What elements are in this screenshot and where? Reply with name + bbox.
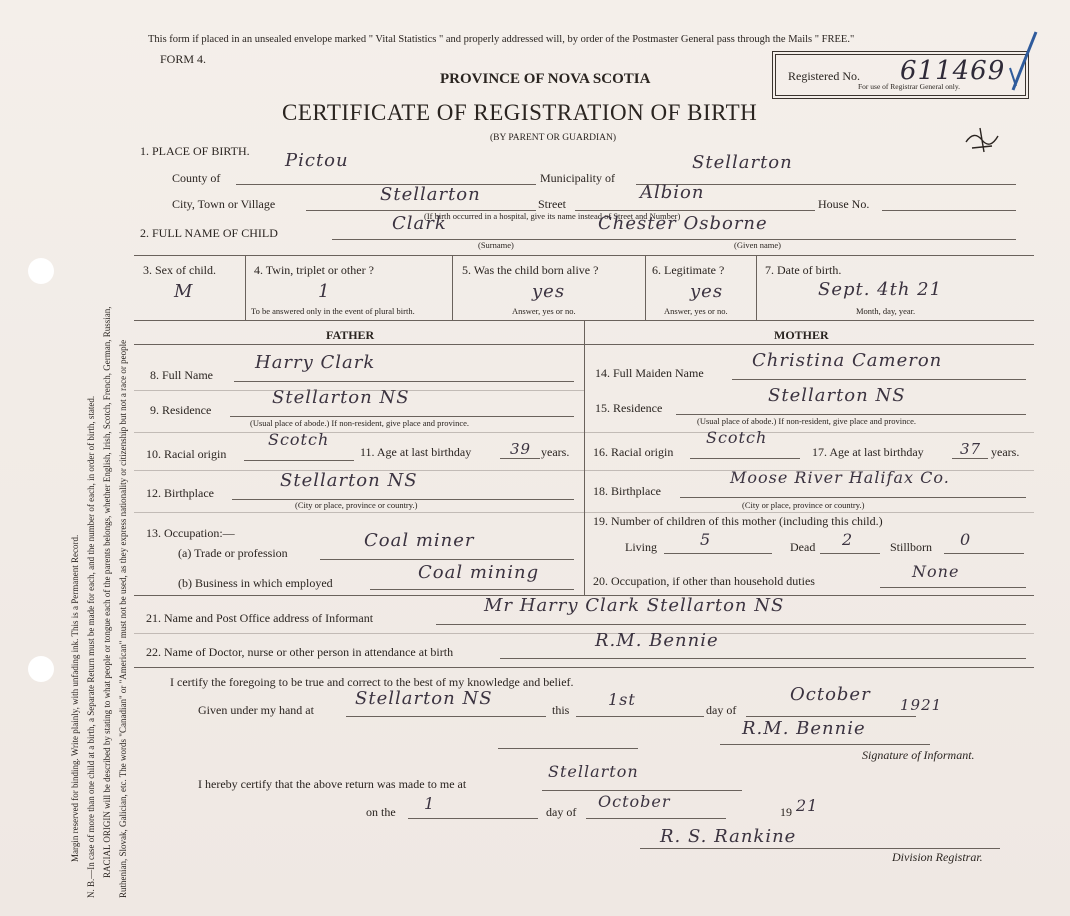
dead-label: Dead [790,540,816,554]
given-name-note: (Given name) [734,240,781,250]
twin-note: To be answered only in the event of plural birth. [251,306,415,316]
hospital-note: (If birth occurred in a hospital, give its name instead of Street and Number) [424,211,681,221]
street-value: Albion [640,182,705,203]
mother-birthplace-label: 18. Birthplace [593,484,661,498]
father-name-value: Harry Clark [255,352,376,373]
mother-racial-label: 16. Racial origin [593,445,674,459]
dead-value: 2 [842,530,854,549]
mother-age-label: 17. Age at last birthday [812,445,924,459]
mother-residence-value: Stellarton NS [768,385,906,406]
doctor-label: 22. Name of Doctor, nurse or other person in attendance at birth [146,645,454,659]
father-birthplace-value: Stellarton NS [280,470,418,491]
stillborn-value: 0 [960,530,972,549]
certify-statement: I certify the foregoing to be true and correct to the best of my knowledge and belief. [170,675,574,689]
month-value: October [790,684,871,705]
father-name-label: 8. Full Name [150,368,213,382]
margin-note: N. B.—In case of more than one child at a birth, a Separate Return must be made for each, and the number of each, in order of birth, stated. [86,395,96,898]
registrar-statement: I hereby certify that the above return was made to me at [198,777,467,791]
registered-number: 611469 [900,56,1006,86]
registrar-signature: R. S. Rankine [660,826,797,847]
binding-hole-top [28,258,54,284]
informant-signature: R.M. Bennie [742,718,866,739]
mother-age-value: 37 [960,440,982,458]
mother-racial-value: Scotch [706,428,768,447]
month-value-2: October [598,792,671,811]
date-of-birth-label: 7. Date of birth. [765,263,842,277]
signature-of-informant-label: Signature of Informant. [862,748,975,762]
legitimate-note: Answer, yes or no. [664,306,728,316]
surname-note: (Surname) [478,240,514,250]
father-trade-value: Coal miner [364,530,475,551]
year-value: 1921 [900,696,943,714]
municipality-label: Municipality of [540,171,615,185]
doctor-value: R.M. Bennie [595,630,719,651]
stillborn-label: Stillborn [890,540,933,554]
blue-check-mark [1000,28,1045,98]
born-alive-note: Answer, yes or no. [512,306,576,316]
mother-birthplace-value: Moose River Halifax Co. [730,468,950,487]
father-residence-value: Stellarton NS [272,387,410,408]
living-label: Living [625,540,657,554]
on-the-label: on the [366,805,396,819]
father-occupation-label: 13. Occupation:— [146,526,235,540]
margin-note: Margin reserved for binding. Write plainly, with unfading ink. This is a Permanent Record. [70,534,80,862]
father-trade-label: (a) Trade or profession [178,546,288,560]
mother-occupation-value: None [912,562,960,581]
on-the-day-value: 1 [424,794,436,813]
mother-heading: MOTHER [774,328,829,342]
city-label: City, Town or Village [172,197,276,211]
father-birthplace-label: 12. Birthplace [146,486,214,500]
mother-occupation-label: 20. Occupation, if other than household duties [593,574,815,588]
province-heading: PROVINCE OF NOVA SCOTIA [440,71,651,87]
municipality-value: Stellarton [692,152,793,173]
twin-value: 1 [318,281,331,302]
mother-residence-note: (Usual place of abode.) If non-resident, give place and province. [697,416,917,426]
city-value: Stellarton [380,184,481,205]
date-of-birth-note: Month, day, year. [856,306,916,316]
mother-name-label: 14. Full Maiden Name [595,366,704,380]
child-name-label: 2. FULL NAME OF CHILD [140,226,278,240]
registrar-note: For use of Registrar General only. [858,82,960,91]
mother-name-value: Christina Cameron [752,350,943,371]
twin-label: 4. Twin, triplet or other ? [254,263,374,277]
born-alive-label: 5. Was the child born alive ? [462,263,599,277]
page-subtitle: (BY PARENT OR GUARDIAN) [490,133,617,143]
street-label: Street [538,197,566,211]
father-age-years: years. [541,445,570,459]
house-number-label: House No. [818,197,870,211]
father-age-label: 11. Age at last birthday [360,445,472,459]
legitimate-value: yes [690,281,724,302]
margin-note: Ruthenian, Slovak, Galician, etc. The words "Canadian" or "American" must not be used, as they express nationality or citizenship but not a race or people [118,339,128,898]
this-day-value: 1st [608,690,636,709]
sex-value: M [174,281,194,302]
day-of-label-2: day of [546,805,577,819]
division-registrar-label: Division Registrar. [892,850,983,864]
county-value: Pictou [285,150,349,171]
father-racial-label: 10. Racial origin [146,447,227,461]
legitimate-label: 6. Legitimate ? [652,263,725,277]
father-age-value: 39 [510,440,532,458]
sex-label: 3. Sex of child. [143,263,216,277]
date-of-birth-value: Sept. 4th 21 [818,279,943,300]
margin-note: RACIAL ORIGIN will be described by stating to what people or tongue each of the parents belongs, whether English, Irish, Scotch, French, German, Russian, [102,306,112,878]
father-residence-label: 9. Residence [150,403,212,417]
year-prefix: 19 [780,805,792,819]
page-title: CERTIFICATE OF REGISTRATION OF BIRTH [282,100,758,125]
born-alive-value: yes [532,281,566,302]
informant-value: Mr Harry Clark Stellarton NS [484,595,785,616]
father-business-value: Coal mining [418,562,540,583]
children-count-label: 19. Number of children of this mother (including this child.) [593,514,883,528]
living-value: 5 [700,530,712,549]
given-under-label: Given under my hand at [198,703,314,717]
father-birthplace-note: (City or place, province or country.) [295,500,418,510]
this-label: this [552,703,570,717]
year-value-2: 21 [796,796,819,815]
registered-label: Registered No. [788,69,860,83]
father-racial-value: Scotch [268,430,330,449]
ink-flourish-mark [962,124,1002,156]
father-residence-note: (Usual place of abode.) If non-resident, give place and province. [250,418,470,428]
day-of-label: day of [706,703,737,717]
binding-hole-bottom [28,656,54,682]
mother-birthplace-note: (City or place, province or country.) [742,500,865,510]
form-number: FORM 4. [160,52,207,66]
mother-age-years: years. [991,445,1020,459]
father-heading: FATHER [326,328,375,342]
father-business-label: (b) Business in which employed [178,576,333,590]
place-of-birth-heading: 1. PLACE OF BIRTH. [140,144,250,158]
mother-residence-label: 15. Residence [595,401,663,415]
child-given-value: Chester Osborne [598,213,768,234]
registrar-place-value: Stellarton [548,762,639,781]
child-surname-value: Clark [392,213,447,234]
given-place-value: Stellarton NS [355,688,493,709]
county-label: County of [172,171,221,185]
mail-notice: This form if placed in an unsealed envelope marked " Vital Statistics " and properly addressed will, by order of the Postmaster General pass through the Mails " FREE." [148,34,855,45]
informant-label: 21. Name and Post Office address of Informant [146,611,374,625]
